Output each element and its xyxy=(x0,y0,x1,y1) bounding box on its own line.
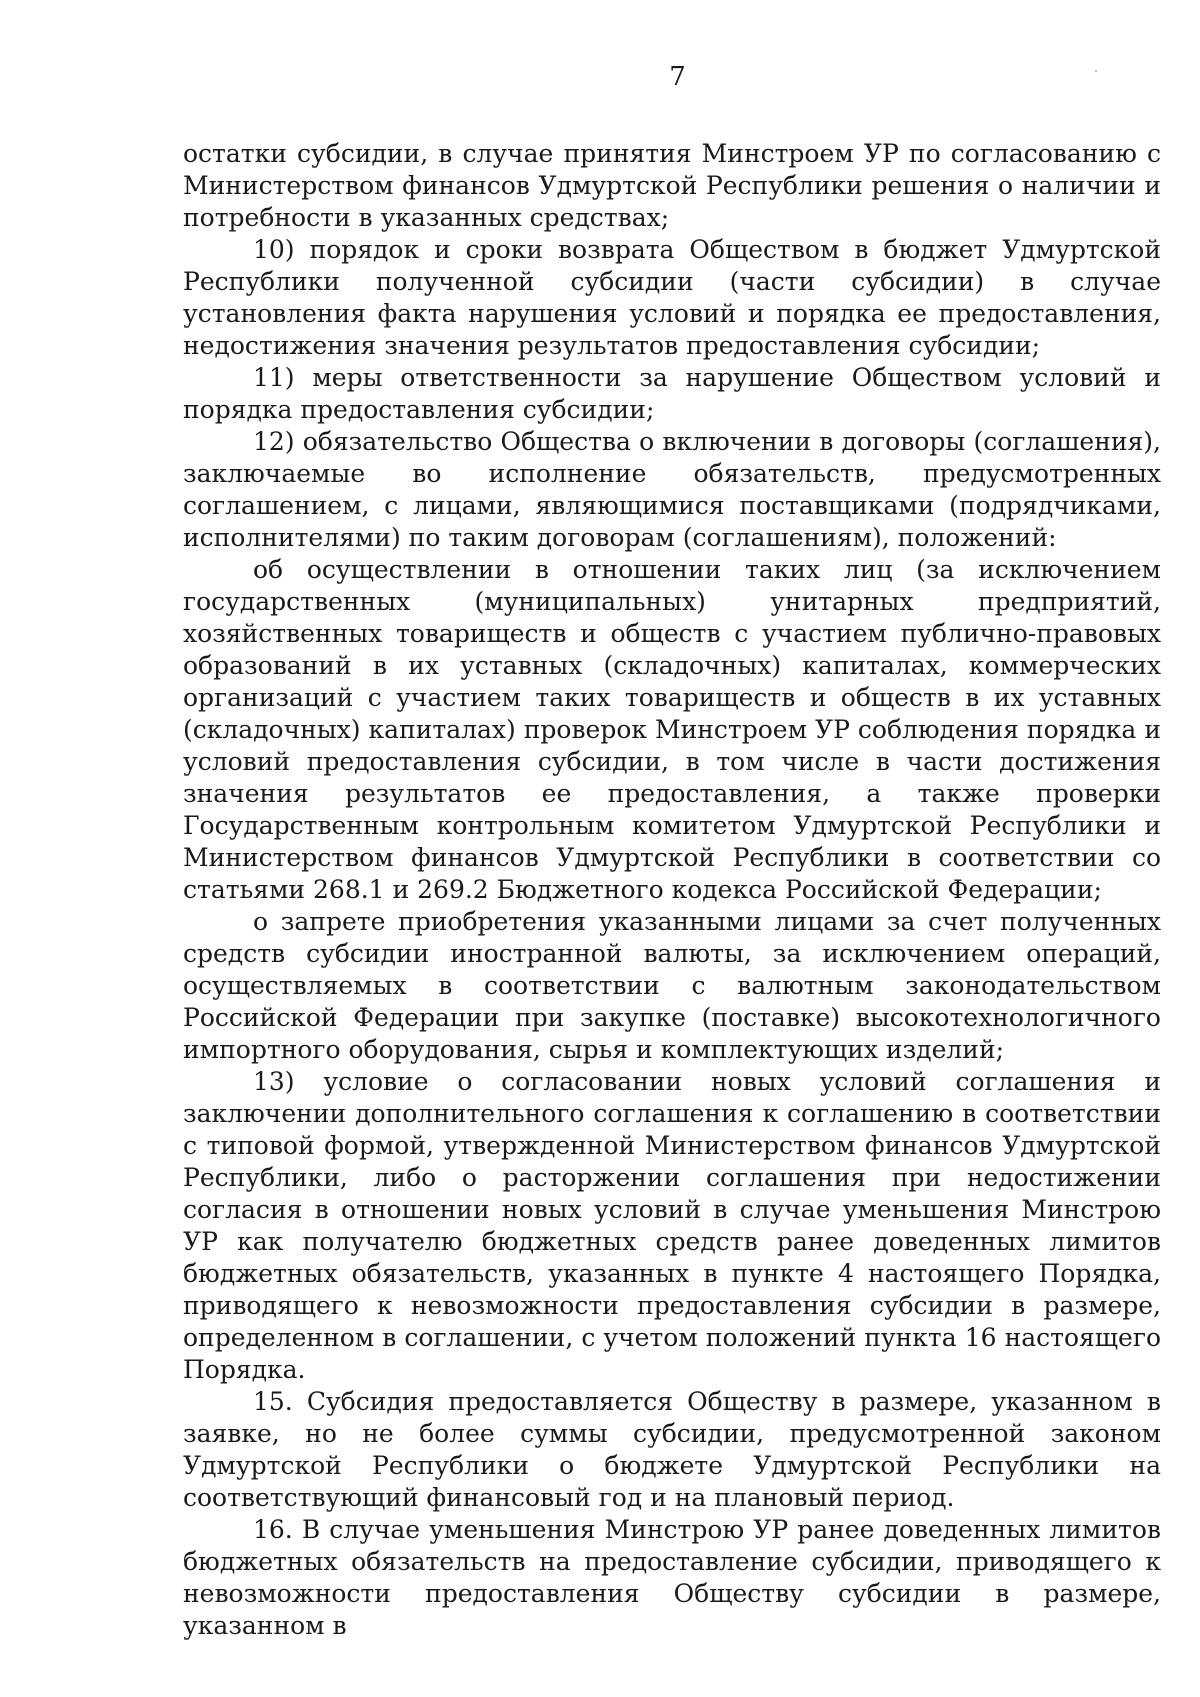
document-body xyxy=(183,138,1161,1642)
scan-artifact xyxy=(1095,70,1097,72)
paragraph: остатки субсидии, в случае принятия Минстроем УР по согласованию с Министерством финансов Удмуртской Республики решения о наличии и потребности в указанных средствах; xyxy=(183,139,1161,232)
paragraph: 11) меры ответственности за нарушение Обществом условий и порядка предоставления субсидии; xyxy=(183,363,1161,424)
paragraph: 13) условие о согласовании новых условий соглашения и заключении дополнительного соглашения к соглашению в соответствии с типовой формой, утвержденной Министерством финансов Удмуртской Республики, либо о расторжении соглашения при недостижении согласия в отношении новых условий в случае уменьшения Минстрою УР как получателю бюджетных средств ранее доведенных лимитов бюджетных обязательств, указанных в пункте 4 настоящего Порядка, приводящего к невозможности предоставления субсидии в размере, определенном в соглашении, с учетом положений пункта 16 настоящего Порядка. xyxy=(183,1067,1161,1384)
paragraph: о запрете приобретения указанными лицами за счет полученных средств субсидии иностранной валюты, за исключением операций, осуществляемых в соответствии с валютным законодательством Российской Федерации при закупке (поставке) высокотехнологичного импортного оборудования, сырья и комплектующих изделий; xyxy=(183,907,1161,1064)
page-number: 7 xyxy=(669,62,686,92)
paragraph: об осуществлении в отношении таких лиц (за исключением государственных (муниципальных) унитарных предприятий, хозяйственных товариществ и обществ с участием публично-правовых образований в их уставных (складочных) капиталах, коммерческих организаций с участием таких товариществ и обществ в их уставных (складочных) капиталах) проверок Минстроем УР соблюдения порядка и условий предоставления субсидии, в том числе в части достижения значения результатов ее предоставления, а также проверки Государственным контрольным комитетом Удмуртской Республики и Министерством финансов Удмуртской Республики в соответствии со статьями 268.1 и 269.2 Бюджетного кодекса Российской Федерации; xyxy=(183,555,1161,904)
paragraph: 16. В случае уменьшения Минстрою УР ранее доведенных лимитов бюджетных обязательств на предоставление субсидии, приводящего к невозможности предоставления Обществу субсидии в размере, указанном в xyxy=(183,1515,1161,1640)
paragraph: 10) порядок и сроки возврата Обществом в бюджет Удмуртской Республики полученной субсидии (части субсидии) в случае установления факта нарушения условий и порядка ее предоставления, недостижения значения результатов предоставления субсидии; xyxy=(183,235,1161,360)
paragraph: 15. Субсидия предоставляется Обществу в размере, указанном в заявке, но не более суммы субсидии, предусмотренной законом Удмуртской Республики о бюджете Удмуртской Республики на соответствующий финансовый год и на плановый период. xyxy=(183,1387,1161,1512)
paragraph: 12) обязательство Общества о включении в договоры (соглашения), заключаемые во исполнение обязательств, предусмотренных соглашением, с лицами, являющимися поставщиками (подрядчиками, исполнителями) по таким договорам (соглашениям), положений: xyxy=(183,427,1161,552)
